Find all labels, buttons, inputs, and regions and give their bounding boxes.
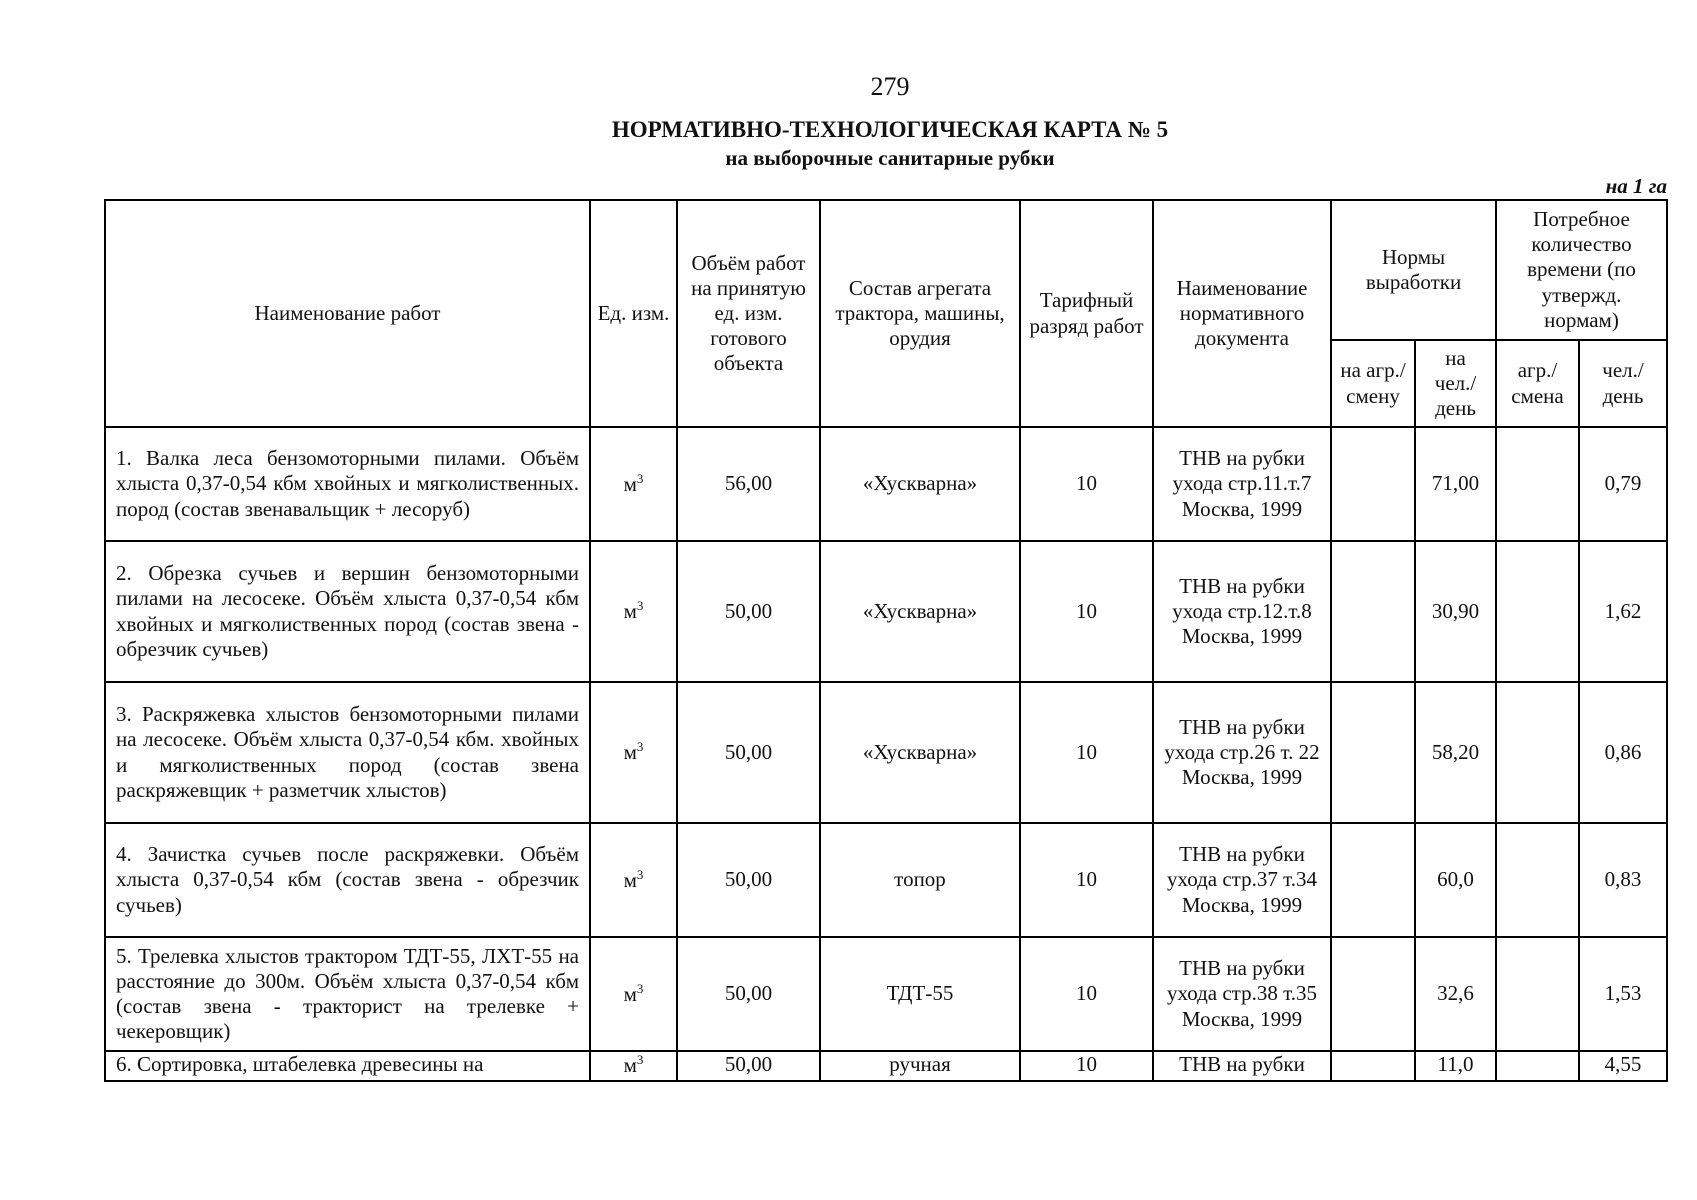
table-row — [105, 937, 1667, 1051]
table-row — [105, 427, 1667, 541]
volume-cell: 56,00 — [677, 427, 820, 541]
norm-per-agg-cell — [1331, 823, 1415, 937]
unit-exponent: 3 — [636, 866, 644, 882]
unit-cell — [590, 823, 677, 937]
work-name-cell: 1. Валка леса бензомоторными пилами. Объём хлыста 0,37-0,54 кбм хвойных и мягколиственных. пород (состав звенавальщик + лесоруб) — [105, 427, 590, 541]
document-cell: ТНВ на рубки ухода стр.11.т.7 Москва, 1999 — [1153, 427, 1331, 541]
table-row — [105, 541, 1667, 682]
time-per-person-cell: 0,83 — [1579, 823, 1667, 937]
unit-base: м — [623, 599, 637, 624]
unit-exponent: 3 — [636, 1052, 644, 1067]
document-title: НОРМАТИВНО-ТЕХНОЛОГИЧЕСКАЯ КАРТА № 5 — [611, 117, 1169, 142]
unit-cell — [590, 937, 677, 1051]
document-cell: ТНВ на рубки ухода стр.12.т.8 Москва, 1999 — [1153, 541, 1331, 682]
header-time-per-person: чел./ день — [1579, 340, 1667, 427]
unit-exponent: 3 — [636, 598, 644, 614]
volume-cell: 50,00 — [677, 1051, 820, 1081]
unit-exponent: 3 — [636, 470, 644, 486]
header-volume: Объём работ на принятую ед. изм. готового объекта — [677, 200, 820, 427]
document-cell: ТНВ на рубки ухода стр.26 т. 22 Москва, 1999 — [1153, 682, 1331, 823]
equipment-cell: ручная — [820, 1051, 1020, 1081]
norm-per-person-cell: 32,6 — [1415, 937, 1496, 1051]
work-name-cell: 2. Обрезка сучьев и вершин бензомоторными пилами на лесосеке. Объём хлыста 0,37-0,54 кбм хвойных и мягколиственных пород (состав звена - обрезчик сучьев) — [105, 541, 590, 682]
document-cell: ТНВ на рубки ухода стр.38 т.35 Москва, 1999 — [1153, 937, 1331, 1051]
tariff-cell: 10 — [1020, 823, 1153, 937]
norm-per-person-cell: 71,00 — [1415, 427, 1496, 541]
volume-cell: 50,00 — [677, 937, 820, 1051]
unit-base: м — [623, 867, 637, 892]
time-per-agg-cell — [1496, 1051, 1579, 1081]
table-row — [105, 823, 1667, 937]
tariff-cell: 10 — [1020, 937, 1153, 1051]
time-per-person-cell: 1,62 — [1579, 541, 1667, 682]
time-per-agg-cell — [1496, 682, 1579, 823]
time-per-person-cell: 4,55 — [1579, 1051, 1667, 1081]
header-tariff: Тарифный разряд работ — [1020, 200, 1153, 427]
equipment-cell: «Хускварна» — [820, 541, 1020, 682]
unit-base: м — [623, 981, 637, 1006]
time-per-agg-cell — [1496, 427, 1579, 541]
equipment-cell: топор — [820, 823, 1020, 937]
unit-base: м — [623, 471, 637, 496]
norm-per-person-cell: 58,20 — [1415, 682, 1496, 823]
volume-cell: 50,00 — [677, 682, 820, 823]
unit-cell — [590, 682, 677, 823]
unit-note: на 1 га — [1605, 174, 1667, 198]
volume-cell: 50,00 — [677, 541, 820, 682]
time-per-agg-cell — [1496, 937, 1579, 1051]
unit-exponent: 3 — [636, 980, 644, 996]
header-norms-per-person: на чел./ день — [1415, 340, 1496, 427]
unit-cell — [590, 427, 677, 541]
header-time-needed: Потребное количество времени (по утвержд. нормам) — [1496, 200, 1667, 340]
header-time-per-agg: агр./ смена — [1496, 340, 1579, 427]
time-per-person-cell: 0,79 — [1579, 427, 1667, 541]
header-norms-per-agg: на агр./ смену — [1331, 340, 1415, 427]
time-per-person-cell: 0,86 — [1579, 682, 1667, 823]
norm-per-agg-cell — [1331, 937, 1415, 1051]
unit-exponent: 3 — [636, 739, 644, 755]
unit-base: м — [623, 1053, 637, 1077]
page-number: 279 — [870, 72, 910, 101]
time-per-agg-cell — [1496, 823, 1579, 937]
unit-cell — [590, 541, 677, 682]
table-row — [105, 682, 1667, 823]
document-cell: ТНВ на рубки — [1153, 1051, 1331, 1081]
norm-per-agg-cell — [1331, 427, 1415, 541]
header-equipment: Состав агрегата трактора, машины, орудия — [820, 200, 1020, 427]
tariff-cell: 10 — [1020, 541, 1153, 682]
volume-cell: 50,00 — [677, 823, 820, 937]
norm-per-agg-cell — [1331, 541, 1415, 682]
norms-table — [104, 199, 1668, 1082]
equipment-cell: «Хускварна» — [820, 682, 1020, 823]
norm-per-person-cell: 60,0 — [1415, 823, 1496, 937]
norm-per-agg-cell — [1331, 682, 1415, 823]
document-cell: ТНВ на рубки ухода стр.37 т.34 Москва, 1999 — [1153, 823, 1331, 937]
norm-per-person-cell: 30,90 — [1415, 541, 1496, 682]
work-name-cell: 4. Зачистка сучьев после раскряжевки. Объём хлыста 0,37-0,54 кбм (состав звена - обрезчик сучьев) — [105, 823, 590, 937]
header-unit: Ед. изм. — [590, 200, 677, 427]
work-name-cell: 3. Раскряжевка хлыстов бензомоторными пилами на лесосеке. Объём хлыста 0,37-0,54 кбм. хвойных и мягколиственных пород (состав звена раскряжевщик + разметчик хлыстов) — [105, 682, 590, 823]
table-row — [105, 1051, 1667, 1081]
equipment-cell: «Хускварна» — [820, 427, 1020, 541]
work-name-cell: 6. Сортировка, штабелевка древесины на — [105, 1051, 590, 1081]
equipment-cell: ТДТ-55 — [820, 937, 1020, 1051]
time-per-person-cell: 1,53 — [1579, 937, 1667, 1051]
unit-cell — [590, 1051, 677, 1081]
work-name-cell: 5. Трелевка хлыстов трактором ТДТ-55, ЛХТ-55 на расстояние до 300м. Объём хлыста 0,37-0,54 кбм (состав звена - тракторист на трелевке + чекеровщик) — [105, 937, 590, 1051]
header-row-top — [105, 200, 1667, 340]
tariff-cell: 10 — [1020, 682, 1153, 823]
header-document: Наименование нормативного документа — [1153, 200, 1331, 427]
header-norms: Нормы выработки — [1331, 200, 1496, 340]
unit-base: м — [623, 740, 637, 765]
document-subtitle: на выборочные санитарные рубки — [725, 146, 1055, 170]
tariff-cell: 10 — [1020, 1051, 1153, 1081]
norm-per-person-cell: 11,0 — [1415, 1051, 1496, 1081]
tariff-cell: 10 — [1020, 427, 1153, 541]
norm-per-agg-cell — [1331, 1051, 1415, 1081]
header-work-name: Наименование работ — [105, 200, 590, 427]
time-per-agg-cell — [1496, 541, 1579, 682]
